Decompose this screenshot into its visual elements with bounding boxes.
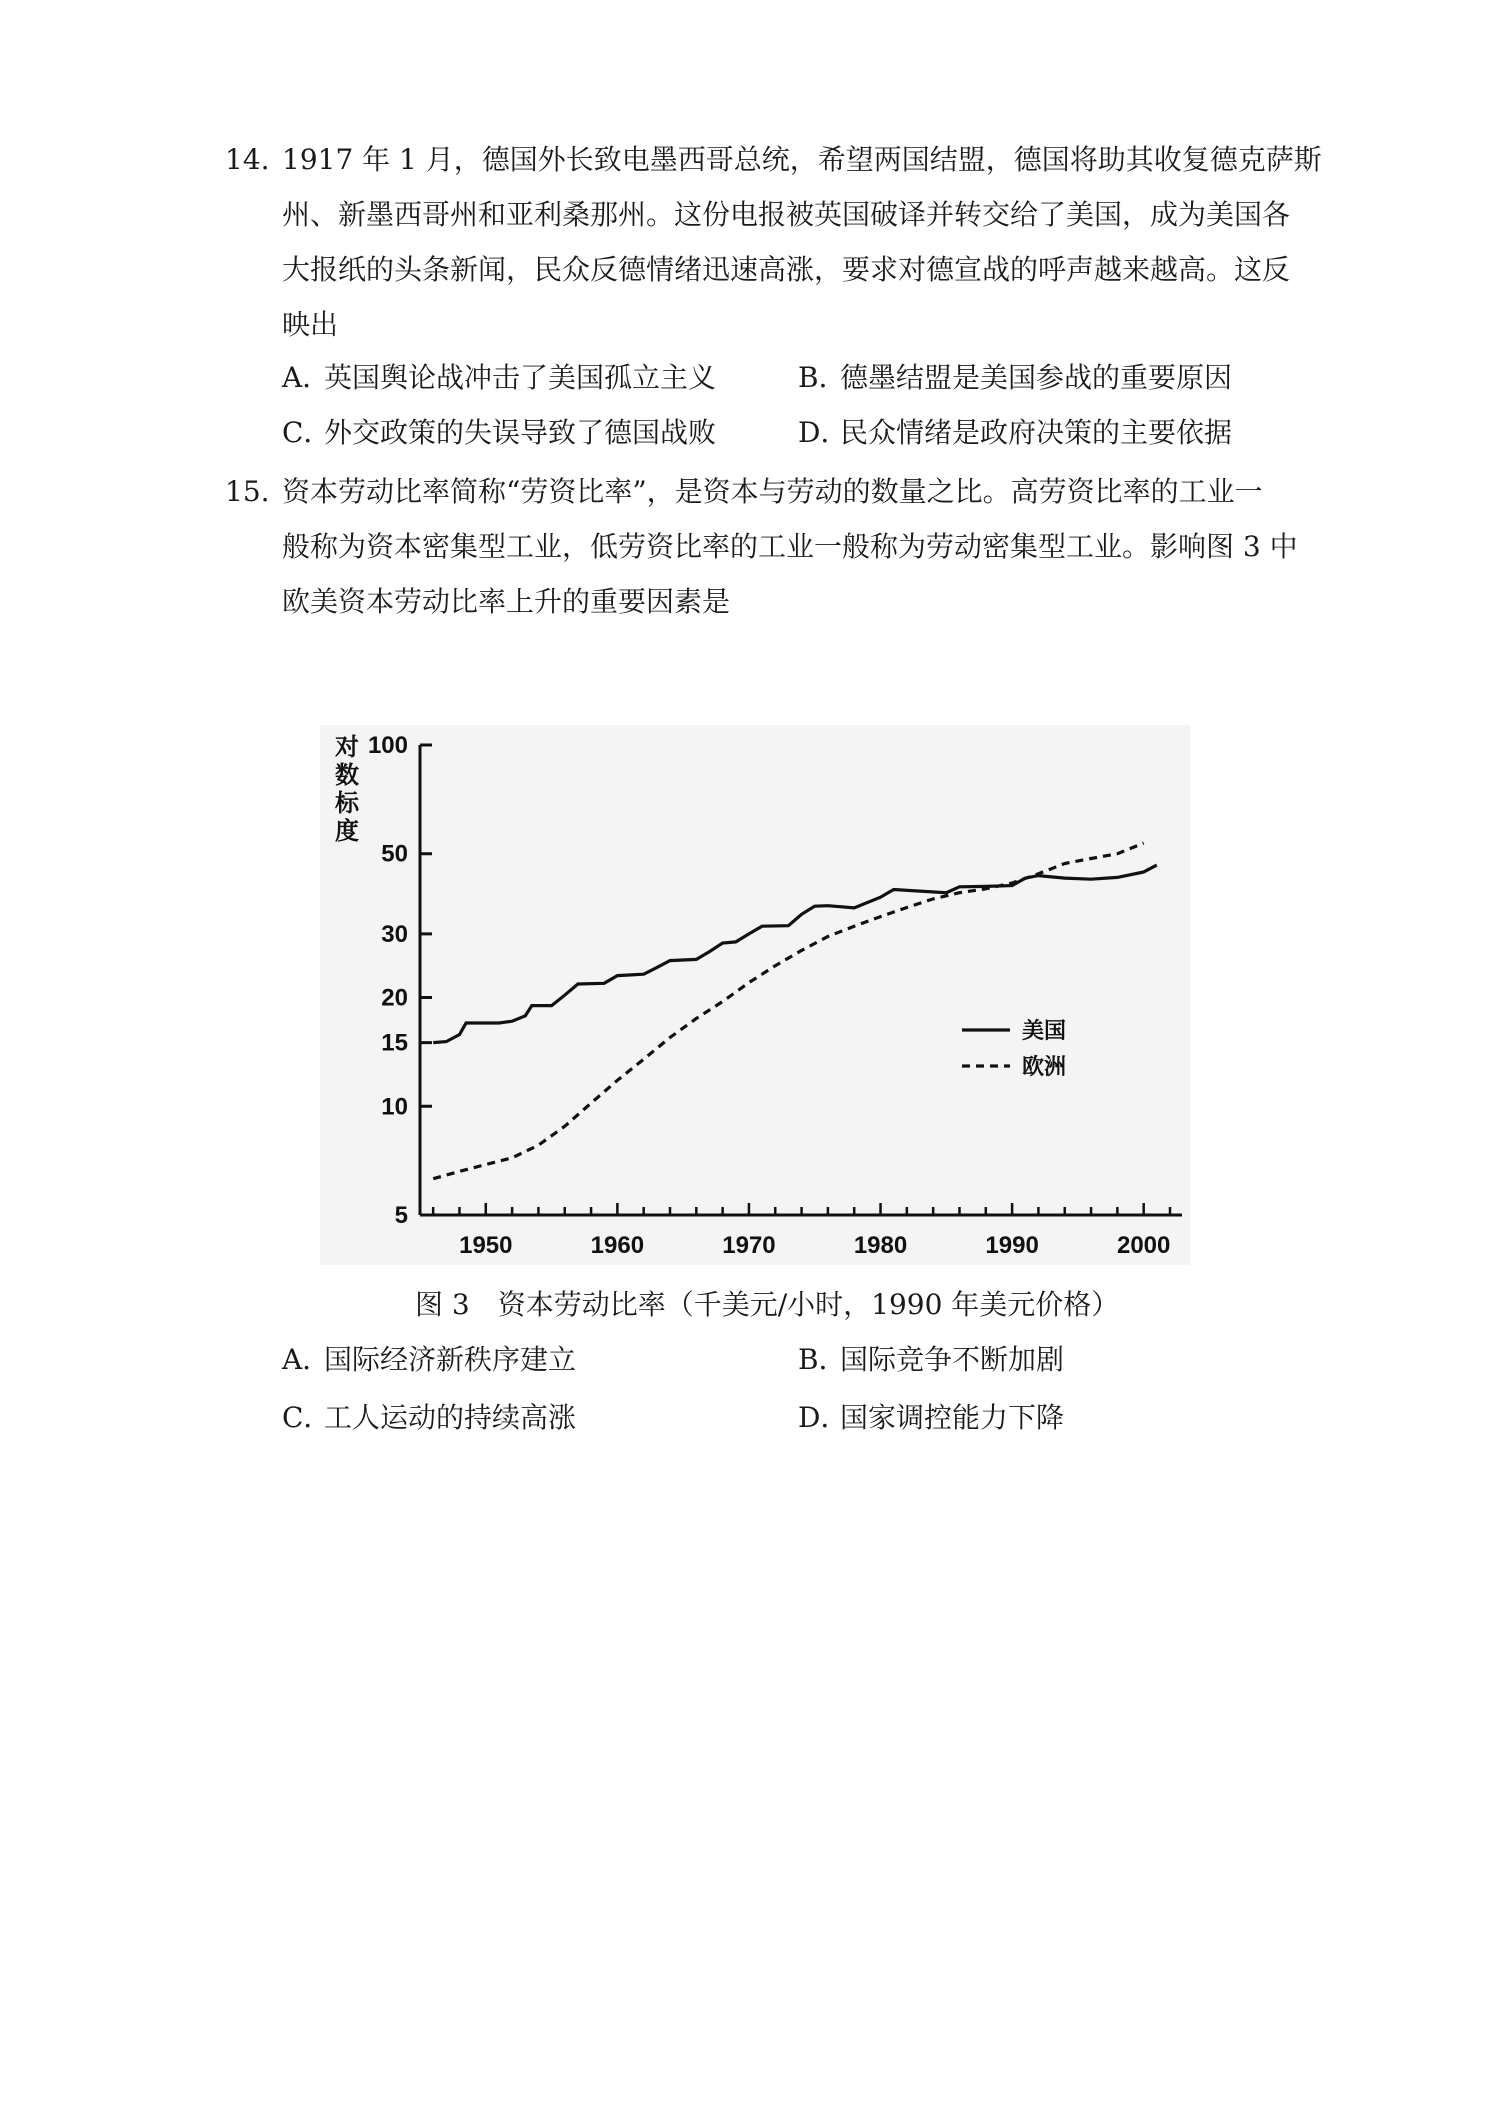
question-text-line: 1917 年 1 月，德国外长致电墨西哥总统，希望两国结盟，德国将助其收复德克萨斯 xyxy=(282,143,1322,176)
x-tick-label: 1960 xyxy=(590,1232,645,1259)
option-text: 德墨结盟是美国参战的重要原因 xyxy=(840,361,1233,394)
option-a[interactable] xyxy=(282,358,716,398)
option-d[interactable] xyxy=(798,413,1232,453)
option-text: 国家调控能力下降 xyxy=(840,1401,1065,1434)
figure-caption: 图 3 资本劳动比率（千美元/小时，1990 年美元价格） xyxy=(415,1288,1120,1321)
option-letter: A． xyxy=(282,361,331,394)
option-letter: B． xyxy=(798,361,847,394)
chart-svg xyxy=(320,725,1190,1265)
y-label-char: 标 xyxy=(335,789,359,817)
legend-label: 美国 xyxy=(1022,1019,1067,1044)
y-axis-label xyxy=(334,733,360,845)
y-label-char: 数 xyxy=(335,761,359,789)
x-tick-label: 1980 xyxy=(853,1232,908,1259)
y-tick-label: 5 xyxy=(394,1202,408,1229)
y-tick-label: 50 xyxy=(381,840,408,868)
option-letter: D． xyxy=(798,416,849,449)
option-text: 民众情绪是政府决策的主要依据 xyxy=(840,416,1233,449)
option-letter: B． xyxy=(798,1343,847,1376)
y-label-char: 度 xyxy=(335,817,359,845)
option-b[interactable] xyxy=(798,358,1232,398)
option-letter: C． xyxy=(282,416,332,449)
x-tick-label: 1990 xyxy=(985,1232,1039,1259)
option-text: 国际竞争不断加剧 xyxy=(840,1343,1065,1376)
capital-labor-ratio-chart xyxy=(320,725,1190,1265)
chart-background xyxy=(320,725,1190,1265)
option-d[interactable] xyxy=(798,1398,1064,1438)
x-tick-label: 2000 xyxy=(1116,1232,1171,1259)
question-number: 15. xyxy=(225,475,270,508)
question-text-line: 资本劳动比率简称“劳资比率”，是资本与劳动的数量之比。高劳资比率的工业一 xyxy=(282,475,1263,508)
question-text-line: 般称为资本密集型工业，低劳资比率的工业一般称为劳动密集型工业。影响图 3 中 xyxy=(282,530,1298,563)
option-text: 英国舆论战冲击了美国孤立主义 xyxy=(324,361,717,394)
x-tick-label: 1970 xyxy=(722,1232,776,1259)
question-text-line: 欧美资本劳动比率上升的重要因素是 xyxy=(282,585,731,618)
y-tick-label: 20 xyxy=(381,984,408,1012)
y-tick-label: 30 xyxy=(381,920,408,948)
question-number: 14. xyxy=(225,143,270,176)
option-b[interactable] xyxy=(798,1340,1064,1380)
option-letter: D． xyxy=(798,1401,849,1434)
legend-label: 欧洲 xyxy=(1022,1055,1067,1080)
option-c[interactable] xyxy=(282,1398,576,1438)
option-text: 外交政策的失误导致了德国战败 xyxy=(324,416,717,449)
y-tick-label: 100 xyxy=(367,732,408,759)
option-letter: A． xyxy=(282,1343,331,1376)
question-text-line: 映出 xyxy=(282,308,339,341)
option-c[interactable] xyxy=(282,413,716,453)
option-text: 工人运动的持续高涨 xyxy=(324,1401,577,1434)
question-text-line: 州、新墨西哥州和亚利桑那州。这份电报被英国破译并转交给了美国，成为美国各 xyxy=(282,198,1291,231)
y-label-char: 对 xyxy=(335,733,359,761)
x-tick-label: 1950 xyxy=(459,1232,513,1259)
question-text-line: 大报纸的头条新闻，民众反德情绪迅速高涨，要求对德宣战的呼声越来越高。这反 xyxy=(282,253,1291,286)
y-tick-label: 15 xyxy=(381,1029,408,1057)
option-text: 国际经济新秩序建立 xyxy=(324,1343,577,1376)
y-tick-label: 10 xyxy=(381,1093,408,1121)
option-letter: C． xyxy=(282,1401,332,1434)
option-a[interactable] xyxy=(282,1340,576,1380)
